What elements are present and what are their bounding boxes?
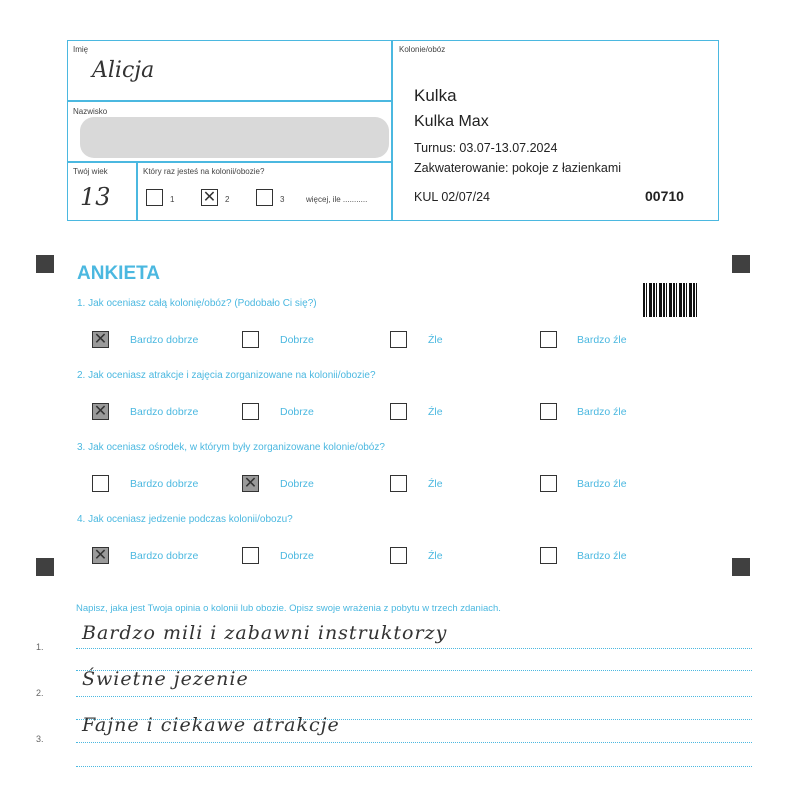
ktory-raz-checkbox-3[interactable]	[256, 189, 273, 206]
question-4-option-label: Dobrze	[280, 550, 314, 562]
turnus: Turnus: 03.07-13.07.2024	[414, 141, 558, 155]
wiek-value: 13	[80, 183, 111, 211]
question-2-checkbox-1[interactable]	[92, 403, 109, 420]
divider-imie	[67, 100, 392, 102]
kolonie-label: Kolonie/obóz	[399, 45, 446, 54]
dotted-line	[76, 696, 752, 697]
question-4-option-label: Źle	[428, 550, 443, 562]
ktory-raz-label: Który raz jesteś na kolonii/obozie?	[143, 167, 265, 176]
question-2-option-label: Dobrze	[280, 406, 314, 418]
wiek-label: Twój wiek	[73, 167, 108, 176]
opinion-line-number: 3.	[36, 734, 44, 744]
marker-bottom-right	[732, 558, 750, 576]
question-3-option-label: Bardzo źle	[577, 478, 627, 490]
question-2-text: 2. Jak oceniasz atrakcje i zajęcia zorganizowane na kolonii/obozie?	[77, 370, 376, 381]
nazwisko-label: Nazwisko	[73, 107, 108, 116]
question-2-option-label: Źle	[428, 406, 443, 418]
question-4-option-label: Bardzo źle	[577, 550, 627, 562]
divider-wiek	[136, 161, 138, 221]
question-1-checkbox-2[interactable]	[242, 331, 259, 348]
ktory-raz-option-3: 3	[280, 195, 285, 204]
question-1-option-label: Bardzo dobrze	[130, 334, 199, 346]
opinion-line-text[interactable]: Bardzo mili i zabawni instruktorzy	[82, 622, 448, 644]
header-divider	[391, 40, 393, 221]
question-1-checkbox-4[interactable]	[540, 331, 557, 348]
question-1-text: 1. Jak oceniasz całą kolonię/obóz? (Podobało Ci się?)	[77, 298, 317, 309]
dotted-line	[76, 648, 752, 649]
marker-bottom-left	[36, 558, 54, 576]
question-1-option-label: Źle	[428, 334, 443, 346]
code: KUL 02/07/24	[414, 190, 490, 204]
marker-top-left	[36, 255, 54, 273]
survey-title: ANKIETA	[77, 263, 161, 284]
kolonie-name: Kulka	[414, 86, 457, 105]
question-1-option-label: Dobrze	[280, 334, 314, 346]
opinion-line-number: 1.	[36, 642, 44, 652]
question-3-option-label: Bardzo dobrze	[130, 478, 199, 490]
ktory-raz-option-more: więcej, ile ...........	[306, 195, 368, 204]
question-4-text: 4. Jak oceniasz jedzenie podczas kolonii/obozu?	[77, 514, 293, 525]
question-2-checkbox-4[interactable]	[540, 403, 557, 420]
kolonie-sub: Kulka Max	[414, 113, 489, 130]
nazwisko-redaction	[80, 117, 389, 158]
question-2-option-label: Bardzo źle	[577, 406, 627, 418]
ktory-raz-option-1: 1	[170, 195, 175, 204]
question-4-option-label: Bardzo dobrze	[130, 550, 199, 562]
opinion-line-text[interactable]: Fajne i ciekawe atrakcje	[82, 714, 340, 736]
opinion-line-text[interactable]: Świetne jezenie	[82, 668, 249, 690]
ktory-raz-checkbox-2[interactable]	[201, 189, 218, 206]
question-3-checkbox-1[interactable]	[92, 475, 109, 492]
question-1-checkbox-1[interactable]	[92, 331, 109, 348]
dotted-line	[76, 766, 752, 767]
question-2-checkbox-2[interactable]	[242, 403, 259, 420]
barcode	[643, 283, 697, 317]
question-3-option-label: Dobrze	[280, 478, 314, 490]
question-4-checkbox-4[interactable]	[540, 547, 557, 564]
imie-value: Alicja	[92, 58, 155, 83]
question-3-checkbox-3[interactable]	[390, 475, 407, 492]
dotted-line	[76, 742, 752, 743]
question-3-option-label: Źle	[428, 478, 443, 490]
question-4-checkbox-2[interactable]	[242, 547, 259, 564]
marker-top-right	[732, 255, 750, 273]
question-3-checkbox-2[interactable]	[242, 475, 259, 492]
divider-nazwisko	[67, 161, 392, 163]
form-number: 00710	[645, 188, 684, 204]
question-3-checkbox-4[interactable]	[540, 475, 557, 492]
opinion-line-number: 2.	[36, 688, 44, 698]
opinion-prompt: Napisz, jaka jest Twoja opinia o kolonii lub obozie. Opisz swoje wrażenia z pobytu w trzech zdaniach.	[76, 603, 501, 614]
question-2-option-label: Bardzo dobrze	[130, 406, 199, 418]
question-3-text: 3. Jak oceniasz ośrodek, w którym były zorganizowane kolonie/obóz?	[77, 442, 385, 453]
ktory-raz-option-2: 2	[225, 195, 230, 204]
imie-label: Imię	[73, 45, 89, 54]
question-4-checkbox-3[interactable]	[390, 547, 407, 564]
question-4-checkbox-1[interactable]	[92, 547, 109, 564]
ktory-raz-checkbox-1[interactable]	[146, 189, 163, 206]
question-2-checkbox-3[interactable]	[390, 403, 407, 420]
question-1-option-label: Bardzo źle	[577, 334, 627, 346]
zakwaterowanie: Zakwaterowanie: pokoje z łazienkami	[414, 161, 622, 175]
question-1-checkbox-3[interactable]	[390, 331, 407, 348]
